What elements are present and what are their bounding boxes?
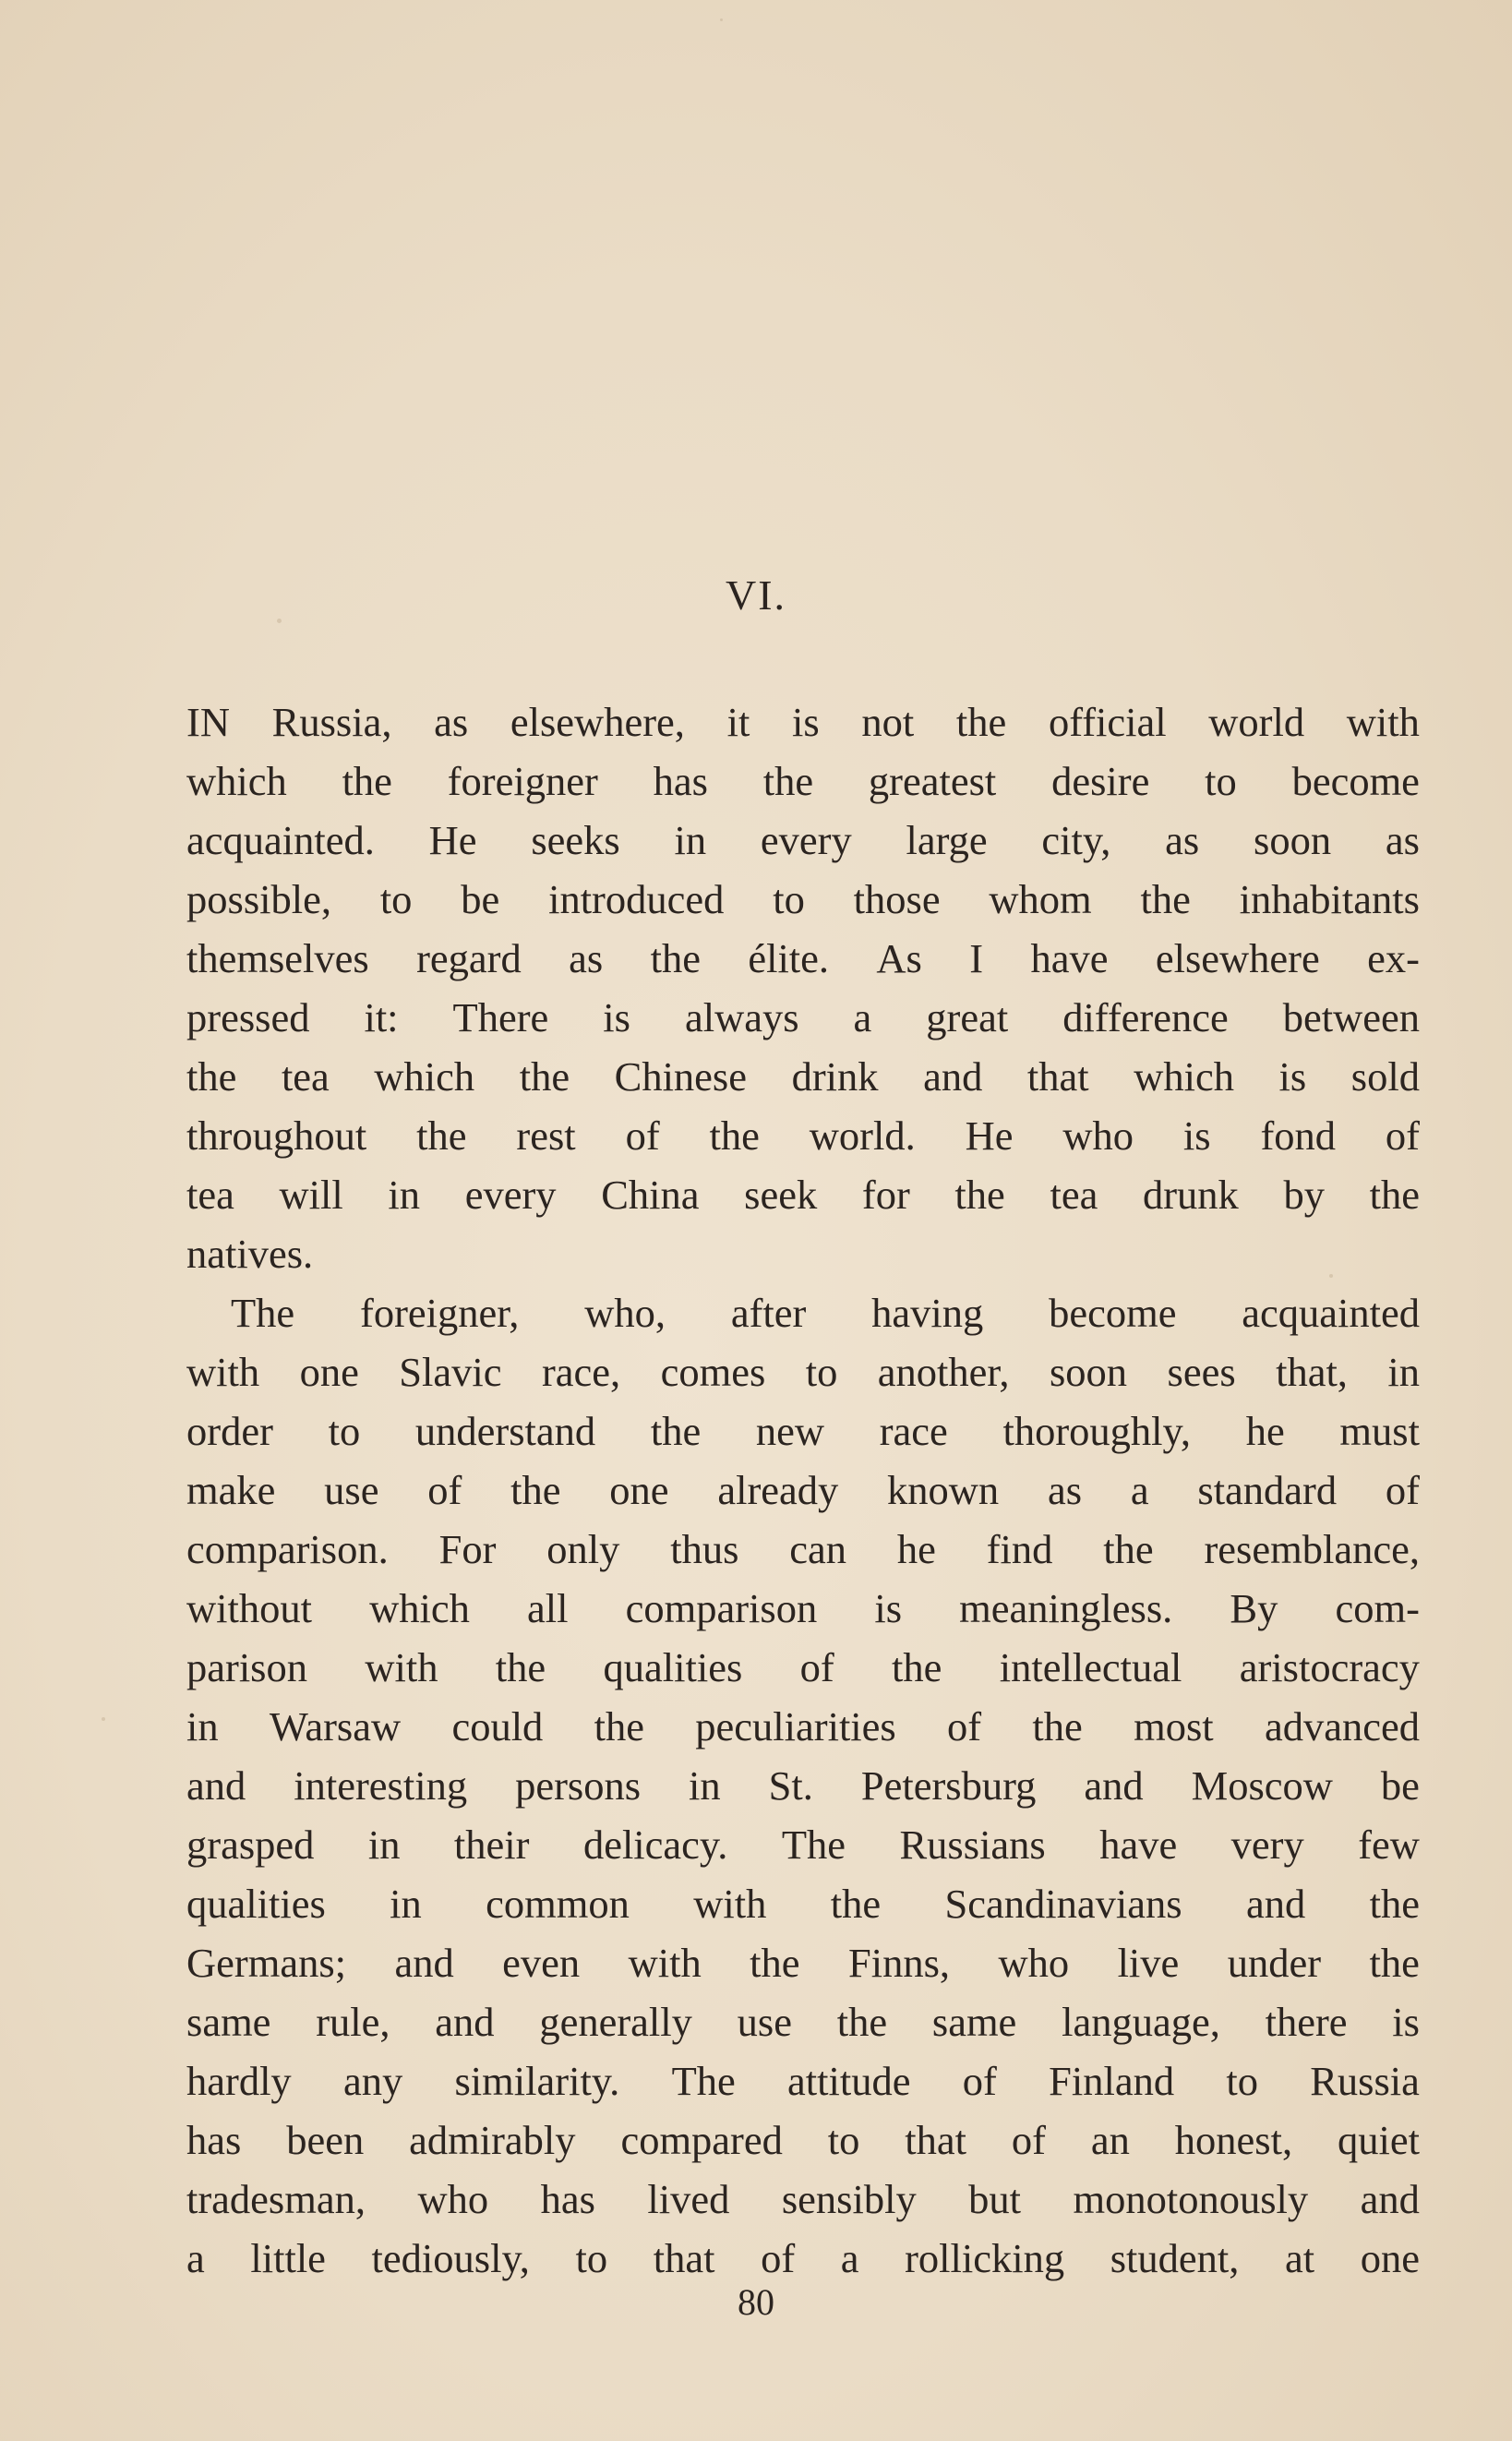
word: with xyxy=(1346,699,1420,745)
word: in xyxy=(689,1762,721,1809)
word: to xyxy=(1226,2058,1258,2104)
word: race, xyxy=(541,1349,621,1395)
word: in xyxy=(388,1172,421,1218)
word: same xyxy=(931,1999,1017,2045)
word: sold xyxy=(1350,1053,1420,1100)
word: seeks xyxy=(531,817,620,863)
word: and xyxy=(1084,1762,1144,1809)
word: resemblance, xyxy=(1204,1526,1420,1572)
text-line xyxy=(186,1697,1420,1756)
word: Warsaw xyxy=(269,1703,402,1750)
text-line xyxy=(186,1815,1420,1874)
word: the xyxy=(495,1644,546,1690)
word: Finns, xyxy=(847,1940,951,1986)
word: Moscow xyxy=(1191,1762,1333,1809)
word: world. xyxy=(809,1112,916,1159)
word: has xyxy=(540,2176,595,2222)
word: for xyxy=(861,1172,910,1218)
word: difference xyxy=(1062,994,1229,1040)
word: must xyxy=(1339,1408,1420,1454)
word: use xyxy=(737,1999,792,2045)
word: a xyxy=(1130,1467,1149,1513)
word: will xyxy=(279,1172,343,1218)
word: By xyxy=(1230,1585,1278,1631)
word: compared xyxy=(620,2117,783,2163)
word: even xyxy=(502,1940,581,1986)
word: by xyxy=(1283,1172,1325,1218)
word: the xyxy=(186,1053,237,1100)
word: is xyxy=(1182,1112,1211,1159)
word: soon xyxy=(1049,1349,1128,1395)
word: with xyxy=(628,1940,702,1986)
word: find xyxy=(986,1526,1053,1572)
word: student, xyxy=(1110,2235,1240,2281)
word: have xyxy=(1030,935,1109,981)
word: which xyxy=(186,758,287,804)
word: great xyxy=(926,994,1009,1040)
word: fond xyxy=(1260,1112,1337,1159)
word: use xyxy=(324,1467,379,1513)
text-line xyxy=(186,1461,1420,1520)
word: qualities xyxy=(603,1644,743,1690)
word: qualities xyxy=(186,1881,326,1927)
word: and xyxy=(435,1999,495,2045)
word: the xyxy=(709,1112,760,1159)
word: which xyxy=(369,1585,470,1631)
word: in xyxy=(367,1822,401,1868)
text-line xyxy=(186,1874,1420,1933)
text-line xyxy=(186,1992,1420,2051)
word: China xyxy=(601,1172,700,1218)
word: to xyxy=(575,2235,608,2281)
word: with xyxy=(693,1881,767,1927)
word: having xyxy=(871,1290,984,1336)
text-line xyxy=(186,988,1420,1047)
word: most xyxy=(1134,1703,1214,1750)
word: throughout xyxy=(186,1112,367,1159)
word: same xyxy=(186,1999,271,2045)
word: quiet xyxy=(1337,2117,1420,2163)
text-line xyxy=(186,2229,1420,2288)
word: Finland xyxy=(1049,2058,1175,2104)
word: he xyxy=(896,1526,936,1572)
word: com- xyxy=(1335,1585,1420,1631)
word: as xyxy=(1165,817,1200,863)
word: grasped xyxy=(186,1822,315,1868)
word: the xyxy=(762,758,814,804)
word: but xyxy=(968,2176,1022,2222)
word: the xyxy=(750,1940,800,1986)
word: been xyxy=(286,2117,365,2163)
word: greatest xyxy=(868,758,997,804)
word: the xyxy=(955,699,1007,745)
text-line xyxy=(186,2170,1420,2229)
word: always xyxy=(684,994,799,1040)
word: delicacy. xyxy=(582,1822,728,1868)
word: comparison. xyxy=(186,1526,389,1572)
word: the xyxy=(1369,1940,1420,1986)
word: only xyxy=(546,1526,620,1572)
word: whom xyxy=(989,876,1092,922)
text-line xyxy=(186,1520,1420,1579)
word: official xyxy=(1048,699,1167,745)
word: one xyxy=(1360,2235,1420,2281)
word: drunk xyxy=(1142,1172,1239,1218)
word: thoroughly, xyxy=(1002,1408,1192,1454)
word: thus xyxy=(670,1526,739,1572)
word: seek xyxy=(744,1172,818,1218)
word: be xyxy=(1380,1762,1420,1809)
word: language, xyxy=(1062,1999,1220,2045)
word: a xyxy=(853,994,872,1040)
word: He xyxy=(428,817,477,863)
word: Russia, xyxy=(271,699,392,745)
text-line xyxy=(186,1047,1420,1106)
word: The xyxy=(231,1290,295,1336)
text-line xyxy=(186,811,1420,870)
word: race xyxy=(879,1408,948,1454)
word: attitude xyxy=(787,2058,911,2104)
word: the xyxy=(519,1053,570,1100)
word: tea xyxy=(186,1172,234,1218)
text-line xyxy=(186,1756,1420,1815)
word: There xyxy=(452,994,549,1040)
word: is xyxy=(603,994,630,1040)
word: of xyxy=(625,1112,660,1159)
word: there xyxy=(1265,1999,1348,2045)
word: peculiarities xyxy=(695,1703,896,1750)
word: understand xyxy=(414,1408,596,1454)
word: can xyxy=(789,1526,847,1572)
word: As xyxy=(876,935,922,981)
chapter-heading: VI. xyxy=(725,571,787,619)
word: after xyxy=(730,1290,807,1336)
word: comparison xyxy=(625,1585,818,1631)
word: to xyxy=(1205,758,1237,804)
word: hardly xyxy=(186,2058,292,2104)
word: sensibly xyxy=(781,2176,917,2222)
word: the xyxy=(836,1999,888,2045)
word: a xyxy=(186,2235,205,2281)
word: become xyxy=(1291,758,1420,804)
word: that, xyxy=(1276,1349,1348,1395)
word: which xyxy=(1134,1053,1234,1100)
word: similarity. xyxy=(454,2058,620,2104)
text-line xyxy=(186,1106,1420,1165)
word: tea xyxy=(1050,1172,1098,1218)
word: and xyxy=(1245,1881,1306,1927)
word: monotonously xyxy=(1073,2176,1309,2222)
word: the xyxy=(650,1408,702,1454)
word: that xyxy=(905,2117,967,2163)
word: of xyxy=(1011,2117,1046,2163)
word: the xyxy=(1369,1172,1420,1218)
word: one xyxy=(299,1349,359,1395)
word: sees xyxy=(1167,1349,1236,1395)
word: The xyxy=(781,1822,846,1868)
page-number: 80 xyxy=(738,2281,774,2323)
word: and xyxy=(1360,2176,1420,2222)
word: regard xyxy=(416,935,522,981)
word: to xyxy=(773,876,805,922)
word: Petersburg xyxy=(860,1762,1037,1809)
word: Russia xyxy=(1310,2058,1420,2104)
paper-speck xyxy=(1329,1274,1333,1278)
word: in xyxy=(390,1881,422,1927)
word: admirably xyxy=(409,2117,576,2163)
body-text xyxy=(186,692,1420,2288)
word: desire xyxy=(1051,758,1150,804)
word: to xyxy=(805,1349,838,1395)
word: pressed xyxy=(186,994,310,1040)
word: to xyxy=(379,876,413,922)
word: as xyxy=(1385,817,1420,863)
word: that xyxy=(1026,1053,1089,1100)
word: the xyxy=(1369,1881,1420,1927)
word: at xyxy=(1285,2235,1315,2281)
word: be xyxy=(461,876,500,922)
word: Scandinavians xyxy=(944,1881,1182,1927)
word: lived xyxy=(647,2176,730,2222)
word: rule, xyxy=(316,1999,390,2045)
word: as xyxy=(569,935,604,981)
word: not xyxy=(861,699,915,745)
text-line xyxy=(186,870,1420,929)
word: one xyxy=(609,1467,669,1513)
word: Chinese xyxy=(614,1053,748,1100)
word: common xyxy=(486,1881,630,1927)
word: it: xyxy=(364,994,399,1040)
word: elsewhere, xyxy=(510,699,685,745)
word: with xyxy=(186,1349,260,1395)
word: have xyxy=(1099,1822,1178,1868)
word: who xyxy=(417,2176,489,2222)
paper-speck xyxy=(102,1717,105,1721)
word: another, xyxy=(877,1349,1010,1395)
word: become xyxy=(1049,1290,1177,1336)
word: those xyxy=(853,876,941,922)
word: a xyxy=(840,2235,859,2281)
word: who xyxy=(1062,1112,1134,1159)
word: an xyxy=(1090,2117,1130,2163)
word: few xyxy=(1358,1822,1420,1868)
word: who, xyxy=(584,1290,666,1336)
word: the xyxy=(342,758,392,804)
word: generally xyxy=(539,1999,692,2045)
word: in xyxy=(1387,1349,1420,1395)
word: under xyxy=(1227,1940,1322,1986)
word: new xyxy=(755,1408,825,1454)
word: acquainted. xyxy=(186,817,375,863)
word: without xyxy=(186,1585,312,1631)
word: which xyxy=(374,1053,475,1100)
word: interesting xyxy=(294,1762,468,1809)
word: foreigner, xyxy=(360,1290,520,1336)
word: to xyxy=(328,1408,361,1454)
text-line xyxy=(186,1638,1420,1697)
word: He xyxy=(965,1112,1014,1159)
word: make xyxy=(186,1467,276,1513)
word: elsewhere xyxy=(1155,935,1320,981)
text-line xyxy=(186,1401,1420,1461)
word: introduced xyxy=(548,876,725,922)
word: known xyxy=(887,1467,1000,1513)
text-line xyxy=(186,929,1420,988)
text-line xyxy=(186,2110,1420,2170)
word: the xyxy=(510,1467,561,1513)
text-line xyxy=(186,1224,1420,1283)
word: is xyxy=(1392,1999,1420,2045)
word: Slavic xyxy=(399,1349,502,1395)
text-line xyxy=(186,692,1420,752)
word: live xyxy=(1117,1940,1180,1986)
word: IN xyxy=(186,699,230,745)
word: in xyxy=(186,1703,219,1750)
word: tediously, xyxy=(371,2235,530,2281)
word: acquainted xyxy=(1242,1290,1420,1336)
text-line xyxy=(186,1579,1420,1638)
word: in xyxy=(674,817,707,863)
word: comes xyxy=(660,1349,766,1395)
word: it xyxy=(726,699,750,745)
word: drink xyxy=(791,1053,879,1100)
word: For xyxy=(438,1526,497,1572)
word: the xyxy=(1103,1526,1154,1572)
word: is xyxy=(1278,1053,1307,1100)
word: the xyxy=(594,1703,644,1750)
word: of xyxy=(947,1703,982,1750)
word: Russians xyxy=(899,1822,1046,1868)
word: élite. xyxy=(748,935,830,981)
word: meaningless. xyxy=(959,1585,1173,1631)
word: The xyxy=(671,2058,736,2104)
text-line xyxy=(186,752,1420,811)
word: large xyxy=(906,817,988,863)
word: as xyxy=(434,699,469,745)
word: the xyxy=(1140,876,1191,922)
text-line xyxy=(186,1283,1420,1342)
word: the xyxy=(416,1112,467,1159)
word: and xyxy=(394,1940,454,1986)
word: any xyxy=(342,2058,403,2104)
word: very xyxy=(1230,1822,1304,1868)
word: I xyxy=(969,935,984,981)
text-line xyxy=(186,2051,1420,2110)
word: parison xyxy=(186,1644,308,1690)
word: is xyxy=(874,1585,903,1631)
word: the xyxy=(1032,1703,1083,1750)
word: honest, xyxy=(1174,2117,1293,2163)
word: as xyxy=(1047,1467,1083,1513)
word: possible, xyxy=(186,876,331,922)
word: order xyxy=(186,1408,273,1454)
word: the xyxy=(650,935,701,981)
word: has xyxy=(186,2117,242,2163)
word: city, xyxy=(1041,817,1111,863)
word: every xyxy=(464,1172,557,1218)
word: persons xyxy=(515,1762,642,1809)
word: their xyxy=(453,1822,530,1868)
word: themselves xyxy=(186,935,369,981)
word: with xyxy=(365,1644,438,1690)
word: world xyxy=(1208,699,1305,745)
text-line xyxy=(186,1165,1420,1224)
word: aristocracy xyxy=(1239,1644,1420,1690)
word: little xyxy=(250,2235,326,2281)
word: could xyxy=(451,1703,544,1750)
word: of xyxy=(1385,1112,1420,1159)
word: standard xyxy=(1197,1467,1338,1513)
paper-speck xyxy=(277,619,282,623)
word: has xyxy=(653,758,708,804)
word: and xyxy=(186,1762,246,1809)
word: St. xyxy=(768,1762,813,1809)
word: the xyxy=(830,1881,882,1927)
word: of xyxy=(761,2235,796,2281)
word: intellectual xyxy=(999,1644,1182,1690)
word: already xyxy=(717,1467,839,1513)
word: rollicking xyxy=(905,2235,1065,2281)
word: advanced xyxy=(1264,1703,1420,1750)
word: rest xyxy=(516,1112,576,1159)
word: foreigner xyxy=(447,758,598,804)
word: the xyxy=(954,1172,1005,1218)
word: between xyxy=(1282,994,1420,1040)
word: he xyxy=(1245,1408,1285,1454)
text-line xyxy=(186,1342,1420,1401)
word: tradesman, xyxy=(186,2176,366,2222)
word: ex- xyxy=(1367,935,1420,981)
word: soon xyxy=(1254,817,1332,863)
word: Germans; xyxy=(186,1940,347,1986)
word: and xyxy=(923,1053,983,1100)
word: who xyxy=(998,1940,1070,1986)
word: of xyxy=(799,1644,834,1690)
word: inhabitants xyxy=(1239,876,1420,922)
word: to xyxy=(827,2117,860,2163)
word: of xyxy=(962,2058,997,2104)
word: is xyxy=(791,699,820,745)
word: that xyxy=(653,2235,715,2281)
word: of xyxy=(427,1467,462,1513)
word: of xyxy=(1385,1467,1420,1513)
word: tea xyxy=(281,1053,330,1100)
word: every xyxy=(760,817,852,863)
word: the xyxy=(892,1644,942,1690)
text-line xyxy=(186,1933,1420,1992)
paper-speck xyxy=(720,18,723,21)
word: natives. xyxy=(186,1231,314,1277)
word: all xyxy=(527,1585,569,1631)
